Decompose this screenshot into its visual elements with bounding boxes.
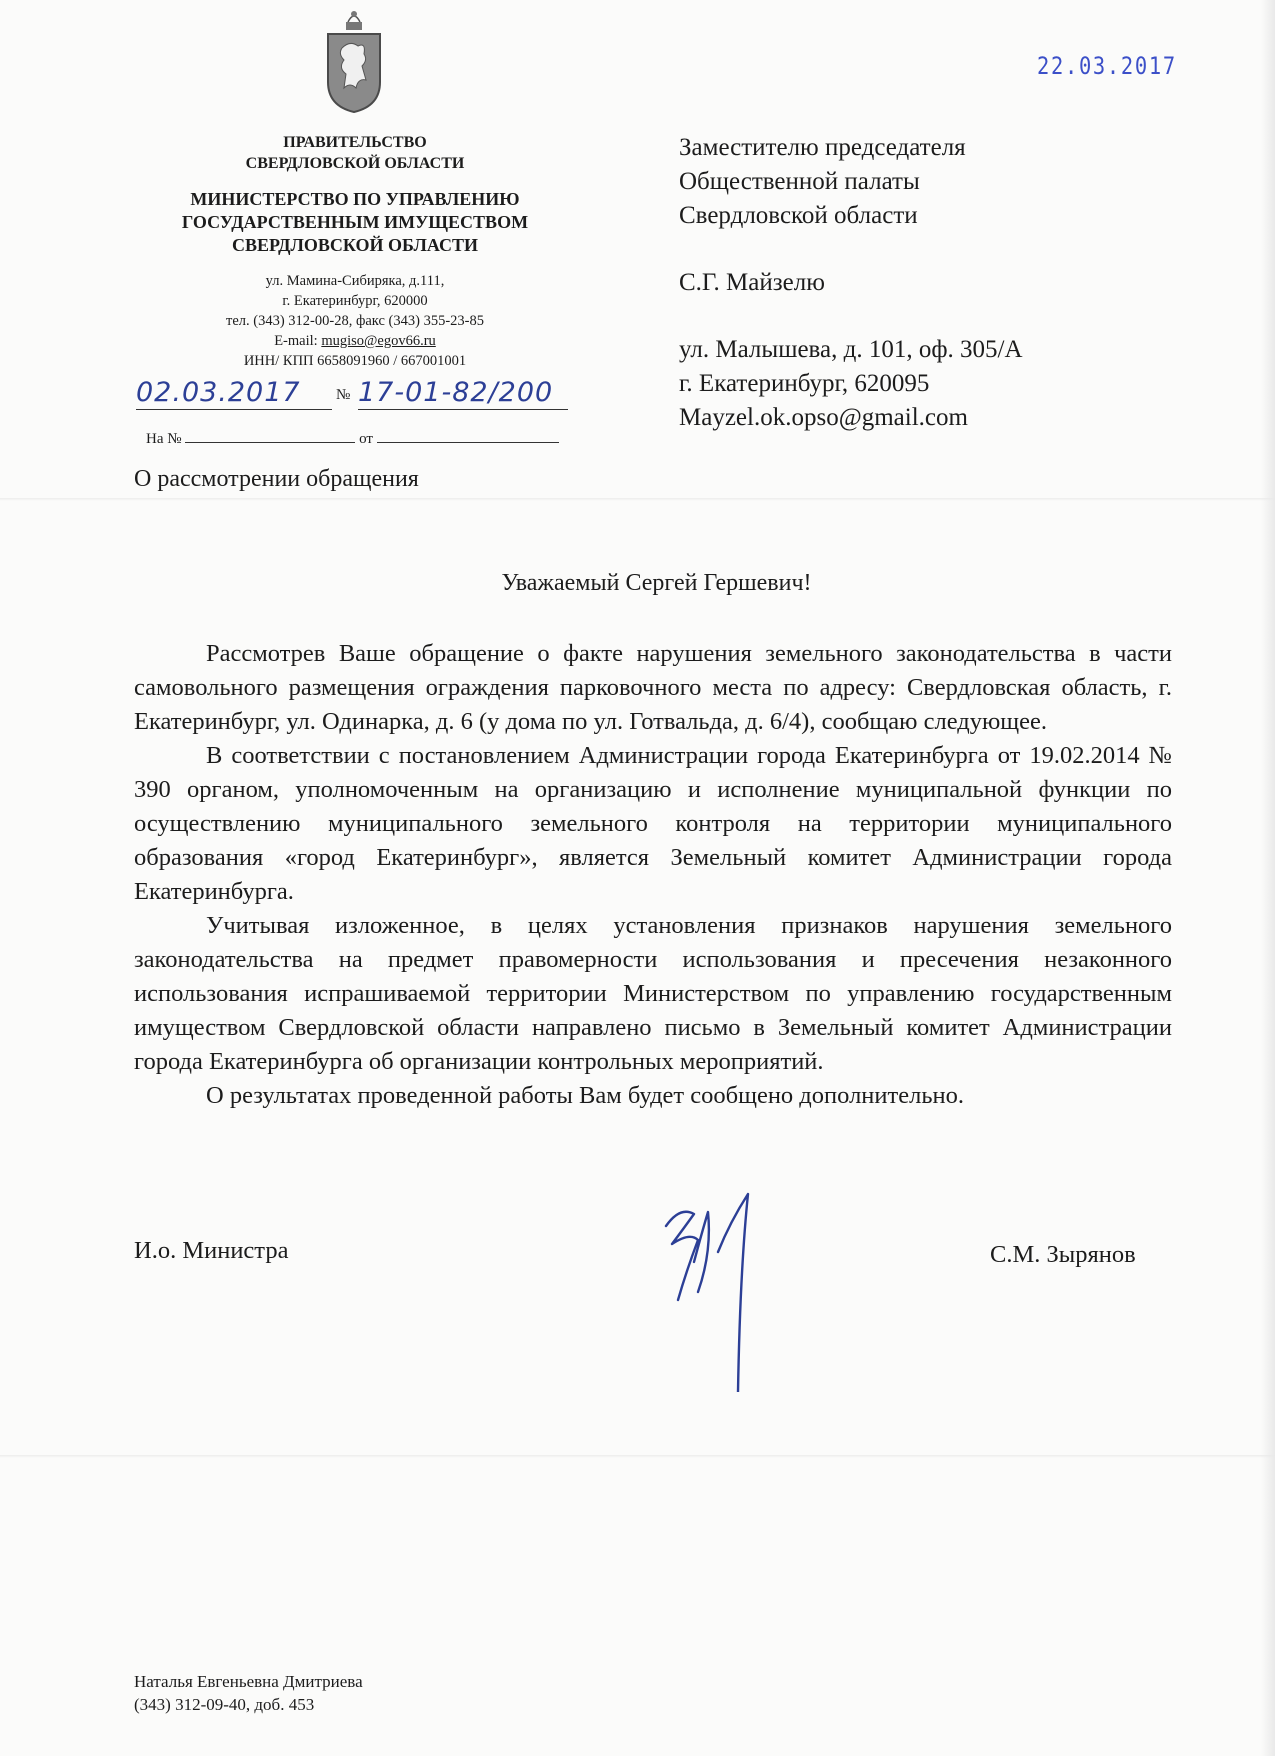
government-line: ПРАВИТЕЛЬСТВО	[283, 134, 427, 151]
handwritten-signature-icon	[658, 1192, 778, 1392]
email-line	[130, 331, 580, 351]
addressee-position-line: Общественной палаты	[679, 168, 920, 195]
received-date-stamp: 22.03.2017	[1037, 52, 1177, 80]
reference-number-label: На №	[146, 431, 182, 447]
ministry-line: СВЕРДЛОВСКОЙ ОБЛАСТИ	[232, 235, 478, 255]
inn-line: ИНН/ КПП 6658091960 / 667001001	[243, 353, 467, 369]
coat-of-arms-icon	[324, 8, 384, 114]
addressee-name: С.Г. Майзелю	[679, 269, 825, 296]
addressee-address-line: г. Екатеринбург, 620095	[679, 370, 930, 397]
reference-from-label: от	[359, 431, 373, 447]
signatory-name: С.М. Зырянов	[990, 1241, 1136, 1268]
letter-body	[134, 637, 1172, 1113]
paper-edge-shadow	[1261, 0, 1275, 1756]
ministry-header	[130, 188, 580, 257]
reference-line	[146, 428, 566, 448]
address-line: г. Екатеринбург, 620000	[282, 293, 428, 309]
reference-date-blank	[377, 428, 559, 443]
email-label: E-mail:	[274, 333, 322, 349]
ministry-email-link[interactable]: mugiso@egov66.ru	[321, 333, 436, 349]
registration-number-label: №	[336, 387, 351, 403]
ministry-contacts	[130, 271, 580, 371]
executor-name: Наталья Евгеньевна Дмитриева	[134, 1672, 363, 1691]
paper-fold	[0, 1455, 1275, 1458]
body-paragraph: Учитывая изложенное, в целях установления признаков нарушения земельного законодательства на предмет правомерности использования и пресечения незаконного использования испрашиваемой территории Министерством по управлению государственным имуществом Свердловской области направлено письмо в Земельный комитет Администрации города Екатеринбурга об организации контрольных мероприятий.	[134, 912, 1172, 1075]
signatory-title: И.о. Министра	[134, 1237, 289, 1264]
executor-block	[134, 1670, 363, 1716]
addressee-position-line: Свердловской области	[679, 202, 918, 229]
executor-phone: (343) 312-09-40, доб. 453	[134, 1695, 315, 1714]
registration-number: 17-01-82/200	[358, 377, 568, 410]
addressee-address-line: ул. Малышева, д. 101, оф. 305/А	[679, 336, 1023, 363]
addressee-email[interactable]: Mayzel.ok.opso@gmail.com	[679, 404, 968, 431]
body-paragraph: О результатах проведенной работы Вам будет сообщено дополнительно.	[206, 1082, 964, 1109]
ministry-line: ГОСУДАРСТВЕННЫМ ИМУЩЕСТВОМ	[181, 212, 529, 232]
registration-line	[136, 377, 568, 409]
body-paragraph: Рассмотрев Ваше обращение о факте нарушения земельного законодательства в части самовольного размещения ограждения парковочного места по адресу: Свердловская область, г. Екатеринбург, ул. Одинарка, д. 6 (у дома по ул. Готвальда, д. 6/4), сообщаю следующее.	[134, 640, 1172, 735]
registration-date: 02.03.2017	[136, 377, 332, 410]
government-header	[130, 132, 580, 174]
body-paragraph: В соответствии с постановлением Администрации города Екатеринбурга от 19.02.2014 № 390 органом, уполномоченным на организацию и исполнение муниципальной функции по осуществлению муниципального земельного контроля на территории муниципального образования «город Екатеринбург», является Земельный комитет Администрации города Екатеринбурга.	[134, 742, 1172, 905]
reference-number-blank	[185, 428, 355, 443]
paper-fold	[0, 498, 1275, 501]
address-line: ул. Мамина-Сибиряка, д.111,	[265, 273, 445, 289]
letter-subject: О рассмотрении обращения	[134, 466, 419, 492]
ministry-line: МИНИСТЕРСТВО ПО УПРАВЛЕНИЮ	[190, 189, 520, 209]
salutation: Уважаемый Сергей Гершевич!	[501, 570, 812, 596]
phone-fax-line: тел. (343) 312-00-28, факс (343) 355-23-85	[226, 313, 484, 329]
addressee-position-line: Заместителю председателя	[679, 134, 966, 161]
addressee-block	[679, 131, 1023, 435]
government-line: СВЕРДЛОВСКОЙ ОБЛАСТИ	[245, 155, 465, 172]
